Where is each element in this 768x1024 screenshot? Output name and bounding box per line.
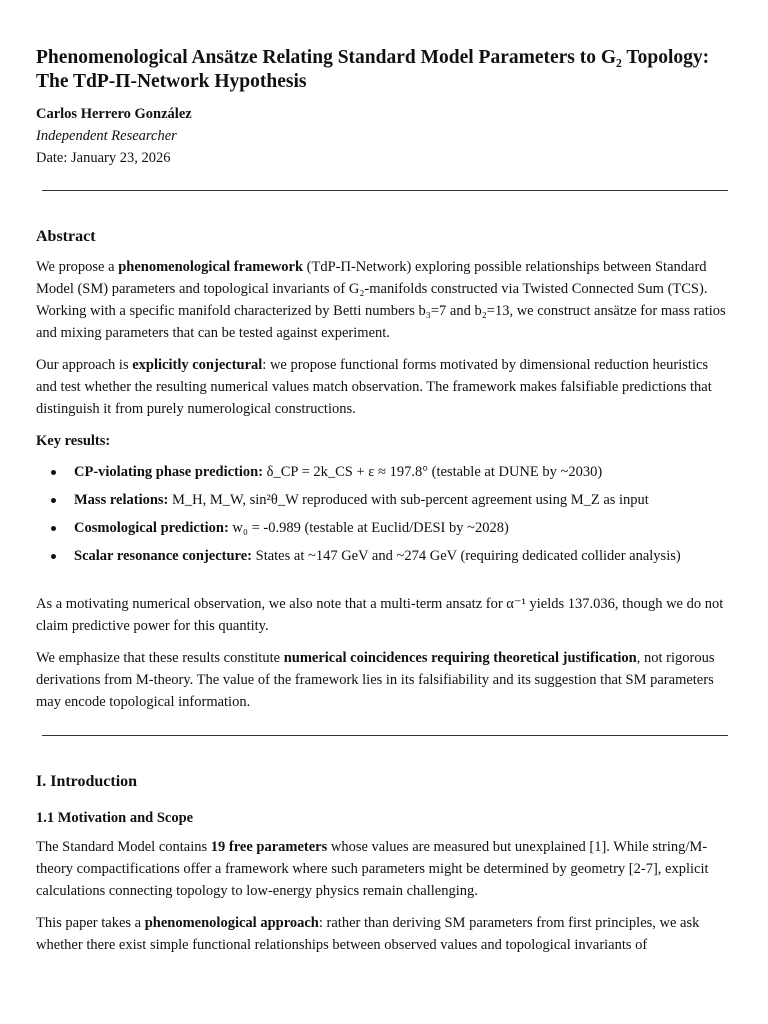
intro-paragraph-2: This paper takes a phenomenological approach: rather than deriving SM parameters from first principles, we ask whether there exist simple functional relationships between observed values and topological invariants of [36, 915, 700, 953]
abstract-paragraph-1: We propose a phenomenological framework (TdP-Π-Network) exploring possible relationships between Standard Model (SM) parameters and topological invariants of G₂-manifolds constructed via Twisted Connected Sum (TCS). Working with a specific manifold characterized by Betti numbers b₃=7 and b₂=13, we construct ansätze for mass ratios and mixing parameters that can be tested against experiment. [36, 259, 726, 341]
emphasis: numerical coincidences requiring theoretical justification [283, 650, 637, 666]
list-item: Scalar resonance conjecture: States at ~147 GeV and ~274 GeV (requiring dedicated collider analysis) [36, 546, 736, 574]
key-results-list [36, 462, 736, 574]
section-heading: I. Introduction [36, 773, 138, 790]
author-name: Carlos Herrero González [36, 106, 192, 122]
abstract-paragraph-3: As a motivating numerical observation, we also note that a multi-term ansatz for α⁻¹ yields 137.036, though we do not claim predictive power for this quantity. [36, 596, 724, 634]
list-item: Cosmological prediction: w₀ = -0.989 (testable at Euclid/DESI by ~2028) [36, 518, 736, 546]
emphasis: phenomenological framework [118, 259, 304, 275]
emphasis: explicitly conjectural [132, 357, 263, 373]
subsection-heading: 1.1 Motivation and Scope [36, 810, 194, 826]
bullet-icon [51, 470, 56, 475]
bullet-icon [51, 554, 56, 559]
section-divider [42, 735, 728, 736]
list-item: CP-violating phase prediction: δ_CP = 2k_CS + ε ≈ 197.8° (testable at DUNE by ~2030) [36, 462, 736, 490]
abstract-heading: Abstract [36, 228, 96, 245]
intro-paragraph-1: The Standard Model contains 19 free parameters whose values are measured but unexplained [1]. While string/M-theory compactifications offer a framework where such parameters might be determined by geometry [2-7], explicit calculations connecting topology to low-energy physics remain challenging. [36, 839, 709, 899]
key-results-label: Key results: [36, 433, 111, 449]
bullet-icon [51, 526, 56, 531]
list-item: Mass relations: M_H, M_W, sin²θ_W reproduced with sub-percent agreement using M_Z as input [36, 490, 736, 518]
abstract-paragraph-4: We emphasize that these results constitute numerical coincidences requiring theoretical justification, not rigorous derivations from M-theory. The value of the framework lies in its falsifiability and its suggestion that SM parameters may encode topological information. [36, 650, 715, 710]
publication-date: Date: January 23, 2026 [36, 150, 171, 166]
bullet-icon [51, 498, 56, 503]
paper-title: Phenomenological Ansätze Relating Standard Model Parameters to G₂ Topology: The TdP-Π-Network Hypothesis [36, 47, 710, 92]
section-divider [42, 190, 728, 191]
author-affiliation: Independent Researcher [36, 128, 177, 144]
emphasis: phenomenological approach [144, 915, 319, 931]
emphasis: 19 free parameters [210, 839, 328, 855]
abstract-paragraph-2: Our approach is explicitly conjectural: we propose functional forms motivated by dimensional reduction heuristics and test whether the resulting numerical values match observation. The framework makes falsifiable predictions that distinguish it from purely numerological constructions. [36, 357, 712, 417]
